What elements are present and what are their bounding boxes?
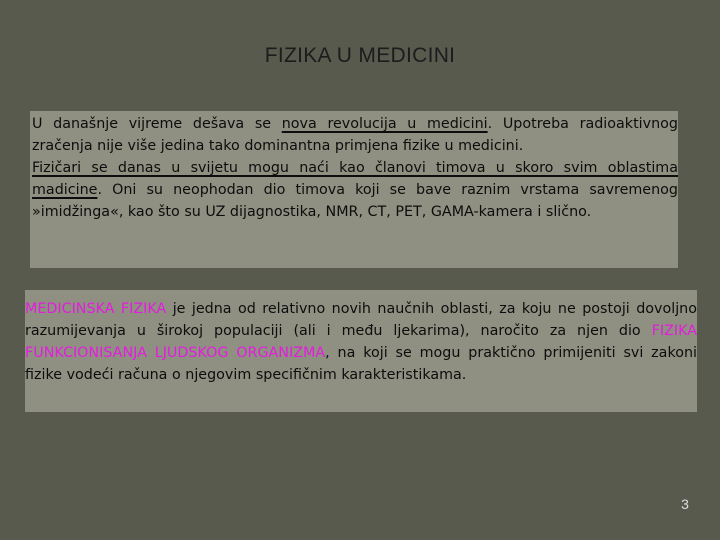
paragraph-revolution [32,113,678,157]
physicists-link[interactable]: Fizičari se danas u svijetu mogu naći kao članovi timova u skoro svim oblastima madicine [32,160,678,198]
paragraph-physicists [32,157,678,223]
paragraph-text: . Upotreba radioaktivnog zračenja nije više jedina tako dominantna primjena fizike u medicini. [32,116,678,154]
paragraph-text: . Oni su neophodan dio timova koji se bave raznim vrstama savremenog »imidžinga«, kao što su UZ dijagnostika, NMR, CT, PET, GAMA-kamera i slično. [32,182,678,220]
paragraph-text: U današnje vijreme dešava se [32,116,282,132]
page-number: 3 [681,496,689,512]
highlight-organism-physics: FIZIKA FUNKCIONISANJA LJUDSKOG ORGANIZMA [25,323,697,361]
highlight-medical-physics: MEDICINSKA FIZIKA [25,301,167,317]
paragraph-text: je jedna od relativno novih naučnih oblasti, za koju ne postoji dovoljno razumijevanja u širokoj populaciji (ali i među ljekarima), naročito za njen dio [25,301,697,339]
medical-physics-text-box [25,290,697,412]
intro-text-box [30,111,678,268]
paragraph-text: , na koji se mogu praktično primijeniti svi zakoni fizike vodeći računa o njegovim specifičnim karakteristikama. [25,345,697,383]
revolution-link[interactable]: nova revolucija u medicini [281,116,488,132]
slide-title: FIZIKA U MEDICINI [264,44,456,67]
paragraph-medical-physics [25,298,697,386]
